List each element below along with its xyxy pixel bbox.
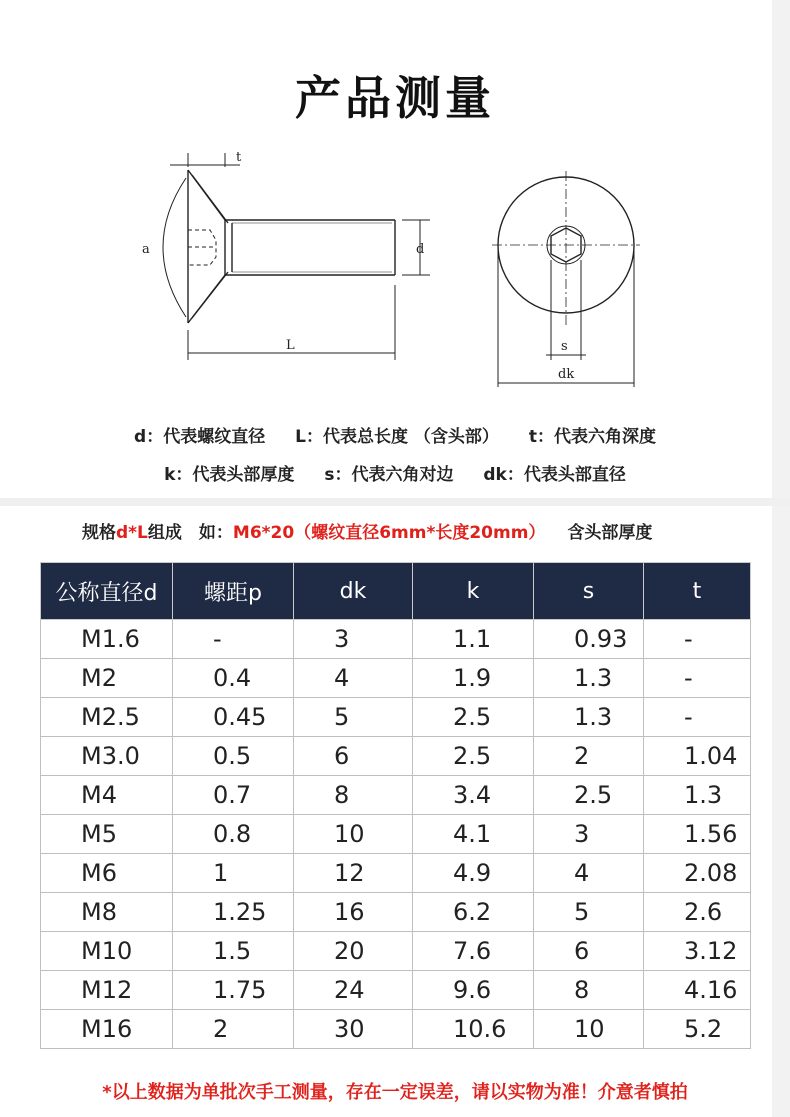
cell-t: -	[644, 659, 751, 698]
table-row	[41, 932, 751, 971]
table-row	[41, 971, 751, 1010]
cell-s: 4	[534, 854, 644, 893]
cell-nominal-diameter: M2.5	[41, 698, 173, 737]
cell-pitch: 1.5	[173, 932, 294, 971]
header-dk: dk	[294, 563, 413, 620]
legend-d: d：代表螺纹直径	[134, 427, 266, 447]
disclaimer-note: *以上数据为单批次手工测量，存在一定误差，请以实物为准！介意者慎拍	[102, 1082, 688, 1103]
table-row	[41, 698, 751, 737]
cell-nominal-diameter: M4	[41, 776, 173, 815]
cell-nominal-diameter: M3.0	[41, 737, 173, 776]
cell-t: 1.56	[644, 815, 751, 854]
cell-pitch: 1.75	[173, 971, 294, 1010]
table-header-row	[41, 563, 751, 620]
side-view	[163, 153, 430, 360]
cell-nominal-diameter: M1.6	[41, 620, 173, 659]
cell-s: 0.93	[534, 620, 644, 659]
front-view	[492, 171, 640, 387]
cell-s: 2	[534, 737, 644, 776]
legend-s: s：代表六角对边	[324, 465, 454, 485]
cell-k: 10.6	[413, 1010, 534, 1049]
cell-nominal-diameter: M8	[41, 893, 173, 932]
cell-s: 1.3	[534, 659, 644, 698]
legend-dk: dk：代表头部直径	[483, 465, 626, 485]
table-row	[41, 737, 751, 776]
label-t: t	[236, 150, 242, 165]
cell-nominal-diameter: M2	[41, 659, 173, 698]
header-k: k	[413, 563, 534, 620]
cell-nominal-diameter: M6	[41, 854, 173, 893]
spec-line	[82, 518, 652, 543]
cell-pitch: 0.4	[173, 659, 294, 698]
cell-t: 1.04	[644, 737, 751, 776]
table-row	[41, 620, 751, 659]
cell-s: 2.5	[534, 776, 644, 815]
cell-t: 1.3	[644, 776, 751, 815]
header-s: s	[534, 563, 644, 620]
cell-dk: 8	[294, 776, 413, 815]
cell-s: 10	[534, 1010, 644, 1049]
section-divider	[0, 498, 790, 506]
label-a: a	[142, 242, 150, 257]
table-row	[41, 659, 751, 698]
spec-mid: 组成 如：	[147, 523, 233, 543]
page-title: 产品测量	[295, 71, 495, 125]
cell-dk: 24	[294, 971, 413, 1010]
dimension-table	[40, 562, 751, 1049]
cell-k: 2.5	[413, 737, 534, 776]
cell-k: 2.5	[413, 698, 534, 737]
cell-t: 2.6	[644, 893, 751, 932]
cell-k: 4.1	[413, 815, 534, 854]
cell-pitch: 0.45	[173, 698, 294, 737]
spec-example: M6*20（螺纹直径6mm*长度20mm）	[232, 523, 546, 543]
cell-k: 4.9	[413, 854, 534, 893]
cell-t: 3.12	[644, 932, 751, 971]
cell-s: 1.3	[534, 698, 644, 737]
cell-k: 7.6	[413, 932, 534, 971]
table-row	[41, 815, 751, 854]
cell-dk: 20	[294, 932, 413, 971]
table-row	[41, 1010, 751, 1049]
cell-s: 6	[534, 932, 644, 971]
cell-t: -	[644, 620, 751, 659]
cell-t: -	[644, 698, 751, 737]
legend-t: t：代表六角深度	[528, 427, 656, 447]
table-row	[41, 776, 751, 815]
cell-dk: 6	[294, 737, 413, 776]
cell-s: 3	[534, 815, 644, 854]
cell-dk: 12	[294, 854, 413, 893]
right-margin-lower	[772, 506, 790, 1117]
cell-k: 3.4	[413, 776, 534, 815]
label-d: d	[416, 242, 425, 257]
cell-dk: 5	[294, 698, 413, 737]
cell-nominal-diameter: M10	[41, 932, 173, 971]
cell-k: 1.1	[413, 620, 534, 659]
cell-pitch: 0.5	[173, 737, 294, 776]
label-dk: dk	[558, 367, 575, 382]
legend-row-1	[0, 422, 790, 447]
cell-t: 2.08	[644, 854, 751, 893]
header-pitch: 螺距p	[173, 563, 294, 620]
cell-k: 6.2	[413, 893, 534, 932]
cell-k: 9.6	[413, 971, 534, 1010]
label-s: s	[561, 339, 568, 354]
cell-dk: 16	[294, 893, 413, 932]
cell-dk: 10	[294, 815, 413, 854]
cell-s: 5	[534, 893, 644, 932]
cell-pitch: 0.7	[173, 776, 294, 815]
cell-dk: 30	[294, 1010, 413, 1049]
spec-suffix: 含头部厚度	[567, 523, 653, 543]
legend-row-2	[0, 460, 790, 485]
cell-pitch: -	[173, 620, 294, 659]
header-t: t	[644, 563, 751, 620]
cell-pitch: 0.8	[173, 815, 294, 854]
legend-k: k：代表头部厚度	[164, 465, 295, 485]
cell-dk: 3	[294, 620, 413, 659]
legend-L: L：代表总长度 （含头部）	[295, 427, 499, 447]
cell-dk: 4	[294, 659, 413, 698]
cell-k: 1.9	[413, 659, 534, 698]
cell-t: 5.2	[644, 1010, 751, 1049]
spec-formula: d*L	[116, 523, 148, 543]
label-L: L	[286, 338, 295, 353]
cell-s: 8	[534, 971, 644, 1010]
spec-prefix: 规格	[82, 523, 116, 543]
screw-diagram	[130, 145, 650, 395]
header-nominal-diameter: 公称直径d	[41, 563, 173, 620]
cell-pitch: 2	[173, 1010, 294, 1049]
cell-nominal-diameter: M12	[41, 971, 173, 1010]
cell-t: 4.16	[644, 971, 751, 1010]
table-row	[41, 854, 751, 893]
cell-nominal-diameter: M5	[41, 815, 173, 854]
cell-nominal-diameter: M16	[41, 1010, 173, 1049]
cell-pitch: 1	[173, 854, 294, 893]
table-row	[41, 893, 751, 932]
cell-pitch: 1.25	[173, 893, 294, 932]
